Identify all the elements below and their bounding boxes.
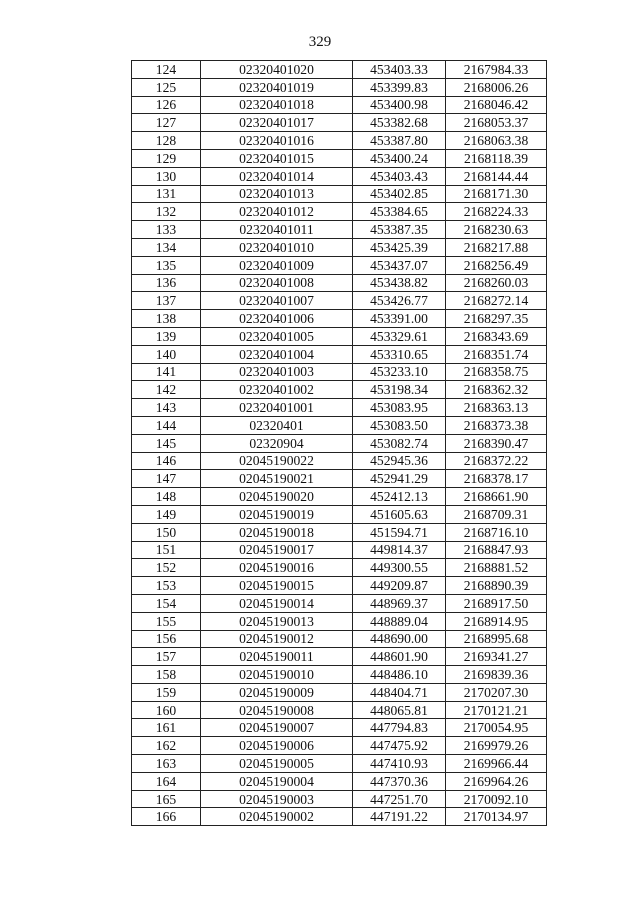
table-row	[132, 96, 547, 114]
y-coordinate-cell: 2168230.63	[446, 221, 547, 239]
x-coordinate-cell: 452941.29	[353, 470, 446, 488]
point-id-cell: 02320401015	[201, 149, 353, 167]
point-id-cell: 02320401005	[201, 327, 353, 345]
y-coordinate-cell: 2168917.50	[446, 594, 547, 612]
table-row	[132, 808, 547, 826]
row-index-cell: 165	[132, 790, 201, 808]
point-id-cell: 02045190005	[201, 755, 353, 773]
row-index-cell: 126	[132, 96, 201, 114]
table-row	[132, 470, 547, 488]
x-coordinate-cell: 449209.87	[353, 577, 446, 595]
table-row	[132, 612, 547, 630]
table-row	[132, 505, 547, 523]
x-coordinate-cell: 453403.33	[353, 61, 446, 79]
row-index-cell: 161	[132, 719, 201, 737]
row-index-cell: 160	[132, 701, 201, 719]
y-coordinate-cell: 2168171.30	[446, 185, 547, 203]
table-row	[132, 132, 547, 150]
point-id-cell: 02320401013	[201, 185, 353, 203]
x-coordinate-cell: 451594.71	[353, 523, 446, 541]
table-row	[132, 292, 547, 310]
table-row	[132, 274, 547, 292]
point-id-cell: 02320401020	[201, 61, 353, 79]
row-index-cell: 137	[132, 292, 201, 310]
row-index-cell: 163	[132, 755, 201, 773]
row-index-cell: 166	[132, 808, 201, 826]
y-coordinate-cell: 2170207.30	[446, 683, 547, 701]
x-coordinate-cell: 453233.10	[353, 363, 446, 381]
table-row	[132, 203, 547, 221]
table-row	[132, 648, 547, 666]
point-id-cell: 02045190013	[201, 612, 353, 630]
table-row	[132, 755, 547, 773]
row-index-cell: 146	[132, 452, 201, 470]
row-index-cell: 155	[132, 612, 201, 630]
point-id-cell: 02320401014	[201, 167, 353, 185]
table-row	[132, 523, 547, 541]
y-coordinate-cell: 2168373.38	[446, 416, 547, 434]
table-row	[132, 78, 547, 96]
row-index-cell: 147	[132, 470, 201, 488]
point-id-cell: 02045190007	[201, 719, 353, 737]
table-row	[132, 399, 547, 417]
point-id-cell: 02045190020	[201, 488, 353, 506]
point-id-cell: 02045190014	[201, 594, 353, 612]
x-coordinate-cell: 448690.00	[353, 630, 446, 648]
x-coordinate-cell: 447410.93	[353, 755, 446, 773]
y-coordinate-cell: 2170054.95	[446, 719, 547, 737]
table-row	[132, 683, 547, 701]
y-coordinate-cell: 2168358.75	[446, 363, 547, 381]
x-coordinate-cell: 453198.34	[353, 381, 446, 399]
point-id-cell: 02045190006	[201, 737, 353, 755]
x-coordinate-cell: 453400.24	[353, 149, 446, 167]
x-coordinate-cell: 449814.37	[353, 541, 446, 559]
point-id-cell: 02045190012	[201, 630, 353, 648]
point-id-cell: 02045190021	[201, 470, 353, 488]
x-coordinate-cell: 448065.81	[353, 701, 446, 719]
table-row	[132, 719, 547, 737]
table-row	[132, 630, 547, 648]
x-coordinate-cell: 453400.98	[353, 96, 446, 114]
row-index-cell: 162	[132, 737, 201, 755]
row-index-cell: 133	[132, 221, 201, 239]
x-coordinate-cell: 453426.77	[353, 292, 446, 310]
y-coordinate-cell: 2168914.95	[446, 612, 547, 630]
x-coordinate-cell: 447794.83	[353, 719, 446, 737]
row-index-cell: 164	[132, 772, 201, 790]
x-coordinate-cell: 447191.22	[353, 808, 446, 826]
y-coordinate-cell: 2168046.42	[446, 96, 547, 114]
y-coordinate-cell: 2169964.26	[446, 772, 547, 790]
point-id-cell: 02045190019	[201, 505, 353, 523]
y-coordinate-cell: 2168881.52	[446, 559, 547, 577]
y-coordinate-cell: 2168372.22	[446, 452, 547, 470]
table-row	[132, 149, 547, 167]
row-index-cell: 139	[132, 327, 201, 345]
y-coordinate-cell: 2168390.47	[446, 434, 547, 452]
y-coordinate-cell: 2168343.69	[446, 327, 547, 345]
y-coordinate-cell: 2169839.36	[446, 666, 547, 684]
y-coordinate-cell: 2168144.44	[446, 167, 547, 185]
x-coordinate-cell: 451605.63	[353, 505, 446, 523]
x-coordinate-cell: 448486.10	[353, 666, 446, 684]
table-row	[132, 185, 547, 203]
table-row	[132, 541, 547, 559]
table-row	[132, 238, 547, 256]
row-index-cell: 153	[132, 577, 201, 595]
point-id-cell: 02045190011	[201, 648, 353, 666]
point-id-cell: 02320401011	[201, 221, 353, 239]
x-coordinate-cell: 453387.80	[353, 132, 446, 150]
point-id-cell: 02320904	[201, 434, 353, 452]
row-index-cell: 136	[132, 274, 201, 292]
point-id-cell: 02320401004	[201, 345, 353, 363]
y-coordinate-cell: 2168272.14	[446, 292, 547, 310]
row-index-cell: 145	[132, 434, 201, 452]
table-row	[132, 772, 547, 790]
y-coordinate-cell: 2168217.88	[446, 238, 547, 256]
row-index-cell: 138	[132, 310, 201, 328]
x-coordinate-cell: 453402.85	[353, 185, 446, 203]
row-index-cell: 129	[132, 149, 201, 167]
row-index-cell: 150	[132, 523, 201, 541]
row-index-cell: 143	[132, 399, 201, 417]
point-id-cell: 02320401018	[201, 96, 353, 114]
point-id-cell: 02320401016	[201, 132, 353, 150]
table-row	[132, 345, 547, 363]
table-row	[132, 666, 547, 684]
row-index-cell: 149	[132, 505, 201, 523]
y-coordinate-cell: 2170121.21	[446, 701, 547, 719]
x-coordinate-cell: 453403.43	[353, 167, 446, 185]
point-id-cell: 02045190002	[201, 808, 353, 826]
y-coordinate-cell: 2168890.39	[446, 577, 547, 595]
table-row	[132, 434, 547, 452]
point-id-cell: 02045190010	[201, 666, 353, 684]
row-index-cell: 131	[132, 185, 201, 203]
point-id-cell: 02045190009	[201, 683, 353, 701]
row-index-cell: 125	[132, 78, 201, 96]
row-index-cell: 130	[132, 167, 201, 185]
y-coordinate-cell: 2168351.74	[446, 345, 547, 363]
point-id-cell: 02320401010	[201, 238, 353, 256]
x-coordinate-cell: 453391.00	[353, 310, 446, 328]
x-coordinate-cell: 453310.65	[353, 345, 446, 363]
table-row	[132, 577, 547, 595]
y-coordinate-cell: 2170134.97	[446, 808, 547, 826]
row-index-cell: 148	[132, 488, 201, 506]
y-coordinate-cell: 2168995.68	[446, 630, 547, 648]
x-coordinate-cell: 447370.36	[353, 772, 446, 790]
point-id-cell: 02320401003	[201, 363, 353, 381]
row-index-cell: 151	[132, 541, 201, 559]
y-coordinate-cell: 2168224.33	[446, 203, 547, 221]
x-coordinate-cell: 453399.83	[353, 78, 446, 96]
table-row	[132, 701, 547, 719]
y-coordinate-cell: 2168362.32	[446, 381, 547, 399]
row-index-cell: 158	[132, 666, 201, 684]
x-coordinate-cell: 453329.61	[353, 327, 446, 345]
y-coordinate-cell: 2168006.26	[446, 78, 547, 96]
table-row	[132, 737, 547, 755]
x-coordinate-cell: 453083.95	[353, 399, 446, 417]
point-id-cell: 02045190003	[201, 790, 353, 808]
row-index-cell: 124	[132, 61, 201, 79]
y-coordinate-cell: 2168378.17	[446, 470, 547, 488]
y-coordinate-cell: 2168847.93	[446, 541, 547, 559]
y-coordinate-cell: 2169341.27	[446, 648, 547, 666]
x-coordinate-cell: 453083.50	[353, 416, 446, 434]
x-coordinate-cell: 448969.37	[353, 594, 446, 612]
row-index-cell: 127	[132, 114, 201, 132]
x-coordinate-cell: 448889.04	[353, 612, 446, 630]
row-index-cell: 152	[132, 559, 201, 577]
point-id-cell: 02320401012	[201, 203, 353, 221]
x-coordinate-cell: 453425.39	[353, 238, 446, 256]
x-coordinate-cell: 448404.71	[353, 683, 446, 701]
point-id-cell: 02320401017	[201, 114, 353, 132]
x-coordinate-cell: 453387.35	[353, 221, 446, 239]
table-row	[132, 488, 547, 506]
row-index-cell: 142	[132, 381, 201, 399]
y-coordinate-cell: 2168716.10	[446, 523, 547, 541]
table-body	[132, 61, 547, 826]
table-row	[132, 416, 547, 434]
x-coordinate-cell: 453437.07	[353, 256, 446, 274]
table-row	[132, 310, 547, 328]
y-coordinate-cell: 2168256.49	[446, 256, 547, 274]
point-id-cell: 02320401006	[201, 310, 353, 328]
point-id-cell: 02045190016	[201, 559, 353, 577]
row-index-cell: 128	[132, 132, 201, 150]
point-id-cell: 02045190018	[201, 523, 353, 541]
row-index-cell: 141	[132, 363, 201, 381]
row-index-cell: 157	[132, 648, 201, 666]
row-index-cell: 140	[132, 345, 201, 363]
x-coordinate-cell: 453382.68	[353, 114, 446, 132]
table-row	[132, 452, 547, 470]
row-index-cell: 156	[132, 630, 201, 648]
table-row	[132, 790, 547, 808]
table-row	[132, 221, 547, 239]
y-coordinate-cell: 2169979.26	[446, 737, 547, 755]
page-number: 329	[308, 34, 332, 50]
table-row	[132, 114, 547, 132]
y-coordinate-cell: 2168661.90	[446, 488, 547, 506]
table-row	[132, 167, 547, 185]
x-coordinate-cell: 449300.55	[353, 559, 446, 577]
point-id-cell: 02320401002	[201, 381, 353, 399]
row-index-cell: 134	[132, 238, 201, 256]
table-row	[132, 381, 547, 399]
table-row	[132, 559, 547, 577]
row-index-cell: 135	[132, 256, 201, 274]
y-coordinate-cell: 2168363.13	[446, 399, 547, 417]
y-coordinate-cell: 2168260.03	[446, 274, 547, 292]
y-coordinate-cell: 2168063.38	[446, 132, 547, 150]
point-id-cell: 02320401019	[201, 78, 353, 96]
point-id-cell: 02045190015	[201, 577, 353, 595]
x-coordinate-cell: 453082.74	[353, 434, 446, 452]
row-index-cell: 159	[132, 683, 201, 701]
point-id-cell: 02045190017	[201, 541, 353, 559]
point-id-cell: 02320401007	[201, 292, 353, 310]
x-coordinate-cell: 453438.82	[353, 274, 446, 292]
table-row	[132, 61, 547, 79]
row-index-cell: 132	[132, 203, 201, 221]
x-coordinate-cell: 447475.92	[353, 737, 446, 755]
y-coordinate-cell: 2167984.33	[446, 61, 547, 79]
x-coordinate-cell: 447251.70	[353, 790, 446, 808]
table-row	[132, 327, 547, 345]
y-coordinate-cell: 2170092.10	[446, 790, 547, 808]
table-row	[132, 594, 547, 612]
point-id-cell: 02320401	[201, 416, 353, 434]
point-id-cell: 02320401008	[201, 274, 353, 292]
point-id-cell: 02045190008	[201, 701, 353, 719]
point-id-cell: 02045190022	[201, 452, 353, 470]
coordinate-table	[131, 60, 547, 826]
table-row	[132, 363, 547, 381]
point-id-cell: 02320401009	[201, 256, 353, 274]
x-coordinate-cell: 453384.65	[353, 203, 446, 221]
table-row	[132, 256, 547, 274]
point-id-cell: 02320401001	[201, 399, 353, 417]
y-coordinate-cell: 2169966.44	[446, 755, 547, 773]
y-coordinate-cell: 2168297.35	[446, 310, 547, 328]
y-coordinate-cell: 2168053.37	[446, 114, 547, 132]
x-coordinate-cell: 452945.36	[353, 452, 446, 470]
y-coordinate-cell: 2168709.31	[446, 505, 547, 523]
point-id-cell: 02045190004	[201, 772, 353, 790]
x-coordinate-cell: 448601.90	[353, 648, 446, 666]
y-coordinate-cell: 2168118.39	[446, 149, 547, 167]
x-coordinate-cell: 452412.13	[353, 488, 446, 506]
row-index-cell: 144	[132, 416, 201, 434]
row-index-cell: 154	[132, 594, 201, 612]
